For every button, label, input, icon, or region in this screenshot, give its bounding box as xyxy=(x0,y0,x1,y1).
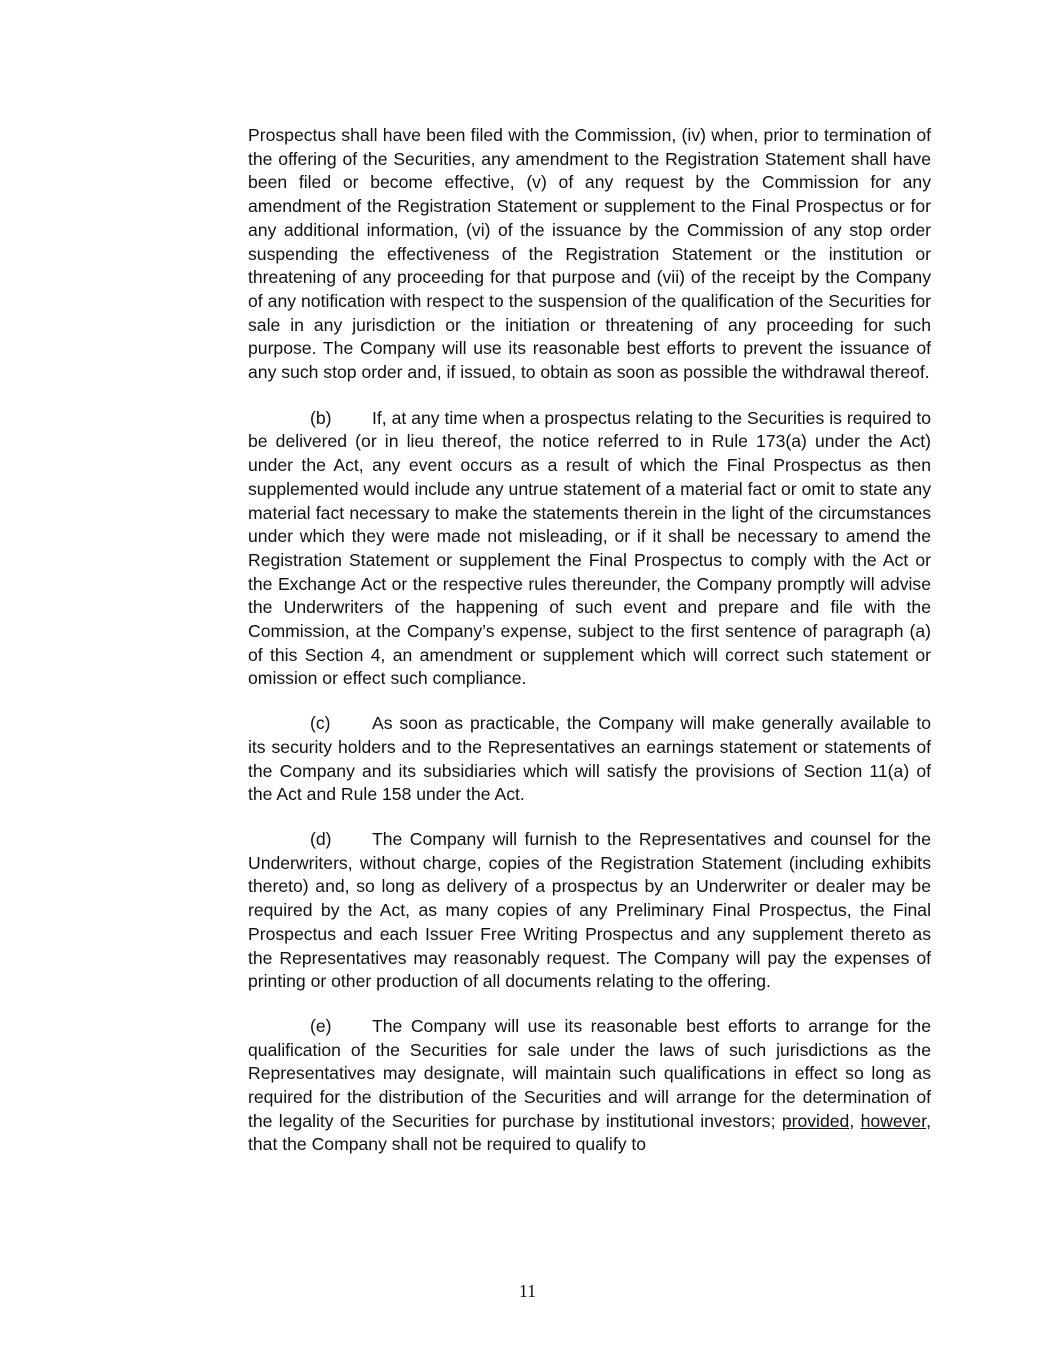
paragraph-text-end: , that the Company shall not be required to qualify to xyxy=(248,1110,931,1155)
underlined-term-provided: provided xyxy=(781,1110,850,1131)
paragraph-label: (c) xyxy=(310,713,331,734)
paragraph-e xyxy=(248,1015,931,1157)
paragraph-d xyxy=(248,828,931,994)
paragraph-text: The Company will furnish to the Representatives and counsel for the Underwriters, without charge, copies of the Registration Statement (including exhibits thereto) and, so long as delivery of a prospectus by an Underwriter or dealer may be required by the Act, as many copies of any Preliminary Final Prospectus, the Final Prospectus and each Issuer Free Writing Prospectus and any supplement thereto as the Representatives may reasonably request. The Company will pay the expenses of printing or other production of all documents relating to the offering. xyxy=(248,828,931,992)
paragraph-label: (b) xyxy=(310,407,332,428)
paragraph-label: (d) xyxy=(310,828,332,849)
document-body xyxy=(248,124,931,1178)
paragraph-b xyxy=(248,407,931,691)
paragraph-text: Prospectus shall have been filed with the Commission, (iv) when, prior to termination of the offering of the Securities, any amendment to the Registration Statement shall have been filed or become effective, (v) of any request by the Commission for any amendment of the Registration Statement or supplement to the Final Prospectus or for any additional information, (vi) of the issuance by the Commission of any stop order suspending the effectiveness of the Registration Statement or the institution or threatening of any proceeding for that purpose and (vii) of the receipt by the Company of any notification with respect to the suspension of the qualification of the Securities for sale in any jurisdiction or the initiation or threatening of any proceeding for such purpose. The Company will use its reasonable best efforts to prevent the issuance of any such stop order and, if issued, to obtain as soon as possible the withdrawal thereof. xyxy=(248,125,931,383)
underlined-term-however: however xyxy=(860,1110,927,1131)
paragraph-continuation xyxy=(248,124,931,385)
paragraph-label: (e) xyxy=(310,1015,332,1036)
page-number: 11 xyxy=(518,1281,537,1301)
paragraph-text: As soon as practicable, the Company will make generally available to its security holders and to the Representatives an earnings statement or statements of the Company and its subsidiaries which will satisfy the provisions of Section 11(a) of the Act and Rule 158 under the Act. xyxy=(248,713,931,805)
paragraph-text: If, at any time when a prospectus relating to the Securities is required to be delivered (or in lieu thereof, the notice referred to in Rule 173(a) under the Act) under the Act, any event occurs as a result of which the Final Prospectus as then supplemented would include any untrue statement of a material fact or omit to state any material fact necessary to make the statements therein in the light of the circumstances under which they were made not misleading, or if it shall be necessary to amend the Registration Statement or supplement the Final Prospectus to comply with the Act or the Exchange Act or the respective rules thereunder, the Company promptly will advise the Underwriters of the happening of such event and prepare and file with the Commission, at the Company’s expense, subject to the first sentence of paragraph (a) of this Section 4, an amendment or supplement which will correct such statement or omission or effect such compliance. xyxy=(248,407,931,689)
separator-text: , xyxy=(849,1110,861,1131)
paragraph-text: The Company will use its reasonable best efforts to arrange for the qualification of the Securities for sale under the laws of such jurisdictions as the Representatives may designate, will maintain such qualifications in effect so long as required for the distribution of the Securities and will arrange for the determination of the legality of the Securities for purchase by institutional investors; xyxy=(248,1015,931,1131)
paragraph-c xyxy=(248,712,931,807)
